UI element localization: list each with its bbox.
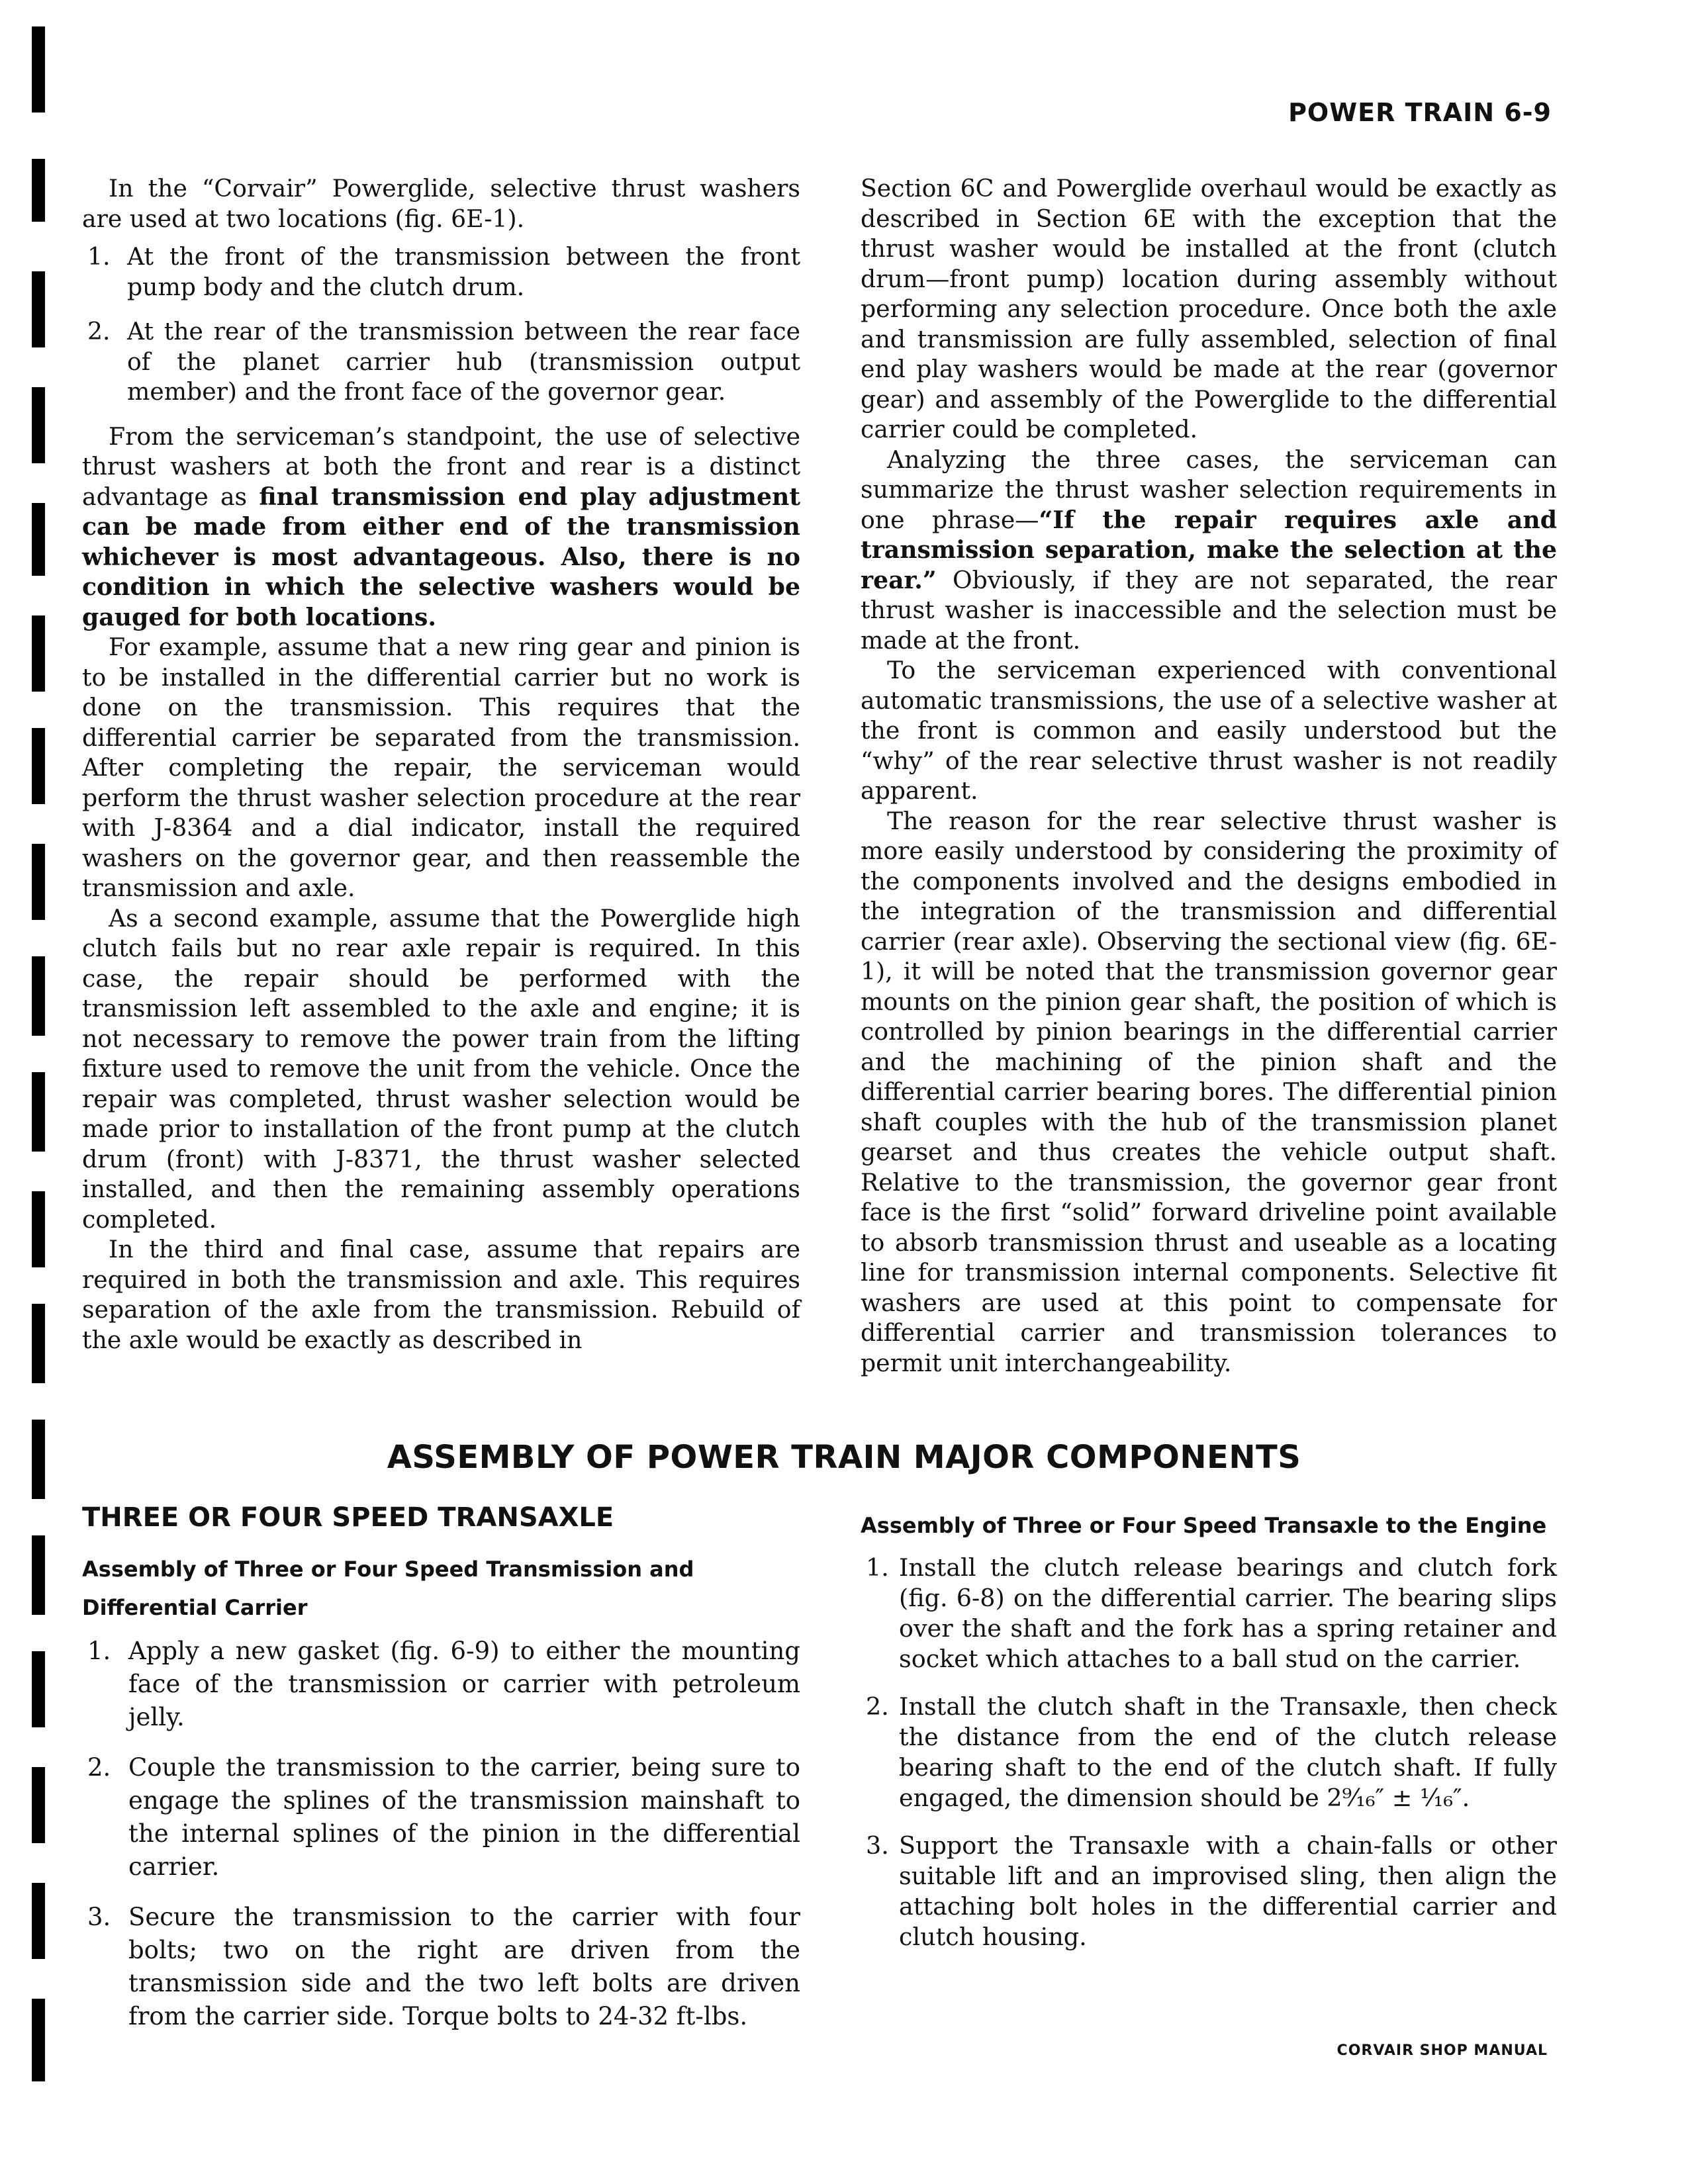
paragraph: To the serviceman experienced with conventional automatic transmissions, the use of a selective washer at the front is common and easily understood but the “why” of the rear selective thrust washer is not readily apparent. bbox=[861, 656, 1557, 805]
binding-mark bbox=[32, 159, 45, 222]
item-text: At the front of the transmission between the front pump body and the clutch drum. bbox=[127, 242, 800, 301]
step-number: 3. bbox=[866, 1831, 889, 1860]
binding-mark bbox=[32, 728, 45, 804]
paragraph-text: Analyzing the three cases, the serviceman can summarize the thrust washer selection requirements in one phrase— bbox=[861, 445, 1557, 534]
list-item bbox=[82, 316, 800, 407]
binding-mark bbox=[32, 1191, 45, 1267]
step-text: Support the Transaxle with a chain-falls or other suitable lift and an improvised sling, then align the attaching bolt holes in the differential carrier and clutch housing. bbox=[899, 1831, 1557, 1951]
binding-mark bbox=[32, 503, 45, 576]
list-item bbox=[82, 1751, 800, 1884]
binding-mark bbox=[32, 844, 45, 920]
binding-mark bbox=[32, 1883, 45, 1959]
binding-mark bbox=[32, 26, 45, 113]
binding-mark bbox=[32, 956, 45, 1036]
step-number: 2. bbox=[87, 1753, 111, 1782]
item-text: At the rear of the transmission between the rear face of the planet carrier hub (transmission output member) and the front face of the governor gear. bbox=[127, 317, 800, 406]
emphasis-text: final transmission end play adjustment can be made from either end of the transmission whichever is most advantageous. Also, there is no condition in which the selective washers would be gauged for both locations. bbox=[82, 482, 800, 631]
binding-mark bbox=[32, 1767, 45, 1843]
paragraph: The reason for the rear selective thrust washer is more easily understood by considering the proximity of the components involved and the designs embodied in the integration of the transmission and differential carrier (rear axle). Observing the sectional view (fig. 6E-1), it will be noted that the transmission governor gear mounts on the pinion gear shaft, the position of which is controlled by pinion bearings in the differential carrier and the machining of the pinion shaft and the differential carrier bearing bores. The differential pinion shaft couples with the hub of the transmission planet gearset and thus creates the vehicle output shaft. Relative to the transmission, the governor gear front face is the first “solid” forward driveline point available to absorb transmission thrust and useable as a locating line for transmission internal components. Selective fit washers are used at this point to compensate for differential carrier and transmission tolerances to permit unit interchangeability. bbox=[861, 806, 1557, 1377]
list-item bbox=[861, 1553, 1557, 1674]
paragraph bbox=[82, 422, 800, 633]
binding-mark bbox=[32, 1072, 45, 1152]
item-number: 2. bbox=[87, 317, 111, 345]
binding-mark bbox=[32, 1304, 45, 1383]
procedure-steps bbox=[82, 1635, 800, 2033]
washer-locations-list bbox=[82, 242, 800, 407]
paragraph bbox=[861, 445, 1557, 656]
binding-mark bbox=[32, 1999, 45, 2081]
step-number: 3. bbox=[87, 1903, 111, 1931]
step-number: 1. bbox=[87, 1637, 111, 1665]
paragraph: For example, assume that a new ring gear and pinion is to be installed in the differential carrier but no work is done on the transmission. This requires that the differential carrier be separated from the transmission. After completing the repair, the serviceman would perform the thrust washer selection procedure at the rear with J-8364 and a dial indicator, install the required washers on the governor gear, and then reassemble the transmission and axle. bbox=[82, 633, 800, 902]
right-column-lower bbox=[861, 1506, 1557, 1970]
right-column-upper bbox=[861, 173, 1557, 1378]
paragraph: Section 6C and Powerglide overhaul would be exactly as described in Section 6E with the exception that the thrust washer would be installed at the front (clutch drum—front pump) location during assembly without performing any selection procedure. Once both the axle and transmission are fully assembled, selection of final end play washers would be made at the rear (governor gear) and assembly of the Powerglide to the differential carrier could be completed. bbox=[861, 174, 1557, 443]
binding-mark bbox=[32, 1651, 45, 1727]
procedure-heading: Assembly of Three or Four Speed Transaxle to the Engine bbox=[861, 1513, 1547, 1538]
step-number: 2. bbox=[866, 1692, 889, 1721]
step-text: Install the clutch release bearings and clutch fork (fig. 6-8) on the differential carrier. The bearing slips over the shaft and the fork has a spring retainer and socket which attaches to a ball stud on the carrier. bbox=[899, 1553, 1557, 1673]
step-text: Couple the transmission to the carrier, being sure to engage the splines of the transmission mainshaft to the internal splines of the pinion in the differential carrier. bbox=[128, 1753, 800, 1881]
list-item bbox=[82, 1635, 800, 1734]
section-heading: ASSEMBLY OF POWER TRAIN MAJOR COMPONENTS bbox=[387, 1439, 1301, 1476]
paragraph: As a second example, assume that the Powerglide high clutch fails but no rear axle repair is required. In this case, the repair should be performed with the transmission left assembled to the axle and engine; it is not necessary to remove the power train from the lifting fixture used to remove the unit from the vehicle. Once the repair was completed, thrust washer selection would be made prior to installation of the front pump at the clutch drum (front) with J-8371, the thrust washer selected installed, and then the remaining assembly operations completed. bbox=[82, 903, 800, 1234]
list-item bbox=[82, 1901, 800, 2033]
step-text: Secure the transmission to the carrier with four bolts; two on the right are driven from the transmission side and the two left bolts are driven from the carrier side. Torque bolts to 24-32 ft-lbs. bbox=[128, 1903, 800, 2030]
paragraph-text: From the serviceman’s standpoint, the use of selective thrust washers at both the front and rear is a distinct advantage as bbox=[82, 422, 800, 511]
step-text: Apply a new gasket (fig. 6-9) to either the mounting face of the transmission or carrier with petroleum jelly. bbox=[128, 1637, 800, 1731]
binding-mark bbox=[32, 1535, 45, 1615]
step-number: 1. bbox=[866, 1553, 889, 1582]
binding-mark bbox=[32, 615, 45, 692]
list-item bbox=[861, 1831, 1557, 1952]
left-column-upper bbox=[82, 173, 800, 1355]
running-head: POWER TRAIN 6-9 bbox=[1288, 98, 1552, 127]
emphasis-text: “If the repair requires axle and transmission separation, make the selection at the rear.” bbox=[861, 505, 1557, 594]
paragraph: In the third and final case, assume that repairs are required in both the transmission and axle. This requires separation of the axle from the transmission. Rebuild of the axle would be exactly as described in bbox=[82, 1235, 800, 1354]
binding-mark bbox=[32, 271, 45, 347]
list-item bbox=[82, 242, 800, 302]
list-item bbox=[861, 1692, 1557, 1813]
binding-mark bbox=[32, 387, 45, 463]
item-number: 1. bbox=[87, 242, 111, 271]
procedure-heading: Assembly of Three or Four Speed Transmission and Differential Carrier bbox=[82, 1557, 694, 1620]
procedure-steps bbox=[861, 1553, 1557, 1952]
left-column-lower bbox=[82, 1501, 800, 2050]
paragraph-text: Obviously, if they are not separated, the rear thrust washer is inaccessible and the selection must be made at the front. bbox=[861, 565, 1557, 655]
step-text: Install the clutch shaft in the Transaxle, then check the distance from the end of the clutch release bearing shaft to the end of the clutch shaft. If fully engaged, the dimension should be 2⁹⁄₁₆″ ± ¹⁄₁₆″. bbox=[899, 1692, 1557, 1812]
footer-label: CORVAIR SHOP MANUAL bbox=[1336, 2042, 1548, 2059]
paragraph: In the “Corvair” Powerglide, selective thrust washers are used at two locations (fig. 6E-1). bbox=[82, 174, 800, 233]
subsection-heading: THREE OR FOUR SPEED TRANSAXLE bbox=[82, 1502, 614, 1533]
